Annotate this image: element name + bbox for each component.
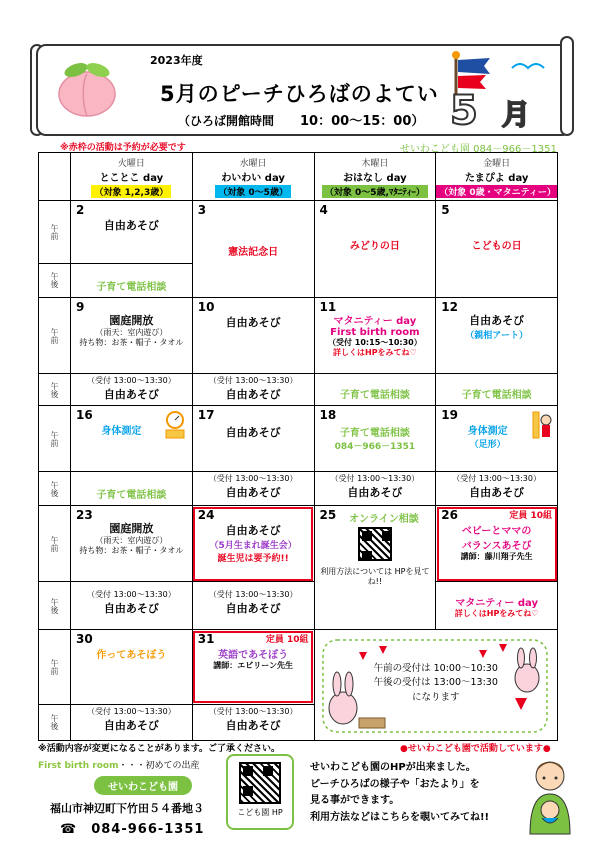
date-number: 4 [319, 203, 328, 217]
activity: 身体測定 [101, 426, 142, 437]
col-header-thu [314, 153, 436, 201]
activity-note: 持ち物：お茶・帽子・タオル [79, 338, 184, 347]
activity: 作ってあそぼう [96, 650, 167, 661]
activity: オンライン相談 [349, 514, 419, 525]
activity-subtitle: First birth room [330, 327, 420, 338]
online-consult-qr-code[interactable] [358, 527, 392, 561]
activity-note: （雨天：室内遊び） [95, 328, 168, 337]
hours-label: （ひろば開館時間 [178, 114, 275, 128]
reception-time: （受付 13:00～13:30） [208, 474, 298, 483]
am-label: 午前 [39, 298, 71, 374]
peach-icon [52, 58, 122, 120]
first-birth-room-note [38, 758, 199, 771]
activity-note: 持ち物：お茶・帽子・タオル [79, 546, 184, 555]
scroll-right-curl [560, 36, 574, 136]
day-cell-11-pm [314, 374, 436, 406]
day-cell-24-pm [192, 582, 314, 630]
date-number: 10 [197, 300, 215, 314]
info-line: ピーチひろばの様子や「おたより」を [310, 778, 480, 790]
reception-time: （受付 13:00～13:30） [452, 474, 541, 483]
weekday-label: 金曜日 [483, 158, 511, 169]
activity: 自由あそび [225, 316, 281, 329]
day-cell-25 [314, 506, 436, 630]
svg-text:月: 月 [502, 98, 531, 130]
height-chart-icon [531, 410, 553, 440]
day-cell-26-pm [436, 582, 558, 630]
reception-time: （受付 13:00～13:30） [87, 590, 176, 599]
day-cell-3 [192, 201, 314, 298]
holiday-label: こどもの日 [471, 241, 522, 252]
target-badge: （対象 0～5歳,ﾏﾀﾆﾃｨｰ） [322, 185, 428, 198]
activity: 自由あそび [103, 388, 159, 401]
activity-subtitle: バランスあそび [461, 541, 532, 552]
activity: マタニティー day [333, 316, 417, 327]
activity: 子育て電話相談 [339, 390, 410, 401]
col-header-fri [436, 153, 558, 201]
qr-caption: こども園 HP [237, 808, 283, 817]
activity: 自由あそび [225, 718, 281, 732]
col-header-tue [71, 153, 193, 201]
info-line: 利用方法などはこちらを覗いてみてね!! [310, 811, 490, 823]
activity: 身体測定 [467, 426, 508, 437]
homepage-qr-code[interactable] [239, 762, 281, 804]
scale-icon [162, 410, 188, 440]
day-cell-16-pm [71, 472, 193, 506]
day-cell-11-am [314, 298, 436, 374]
day-cell-19-pm [436, 472, 558, 506]
school-name-badge: せいわこども園 [94, 776, 192, 795]
activity: 子育て電話相談 [96, 490, 167, 501]
reception-time: （受付 13:00～13:30） [208, 706, 298, 716]
reception-end: になります [411, 691, 460, 703]
koinobori-may-icon [442, 50, 552, 130]
day-cell-30-am [71, 630, 193, 705]
hp-note: 詳しくはHPをみてね♡ [333, 348, 417, 357]
pm-label: 午後 [39, 374, 71, 406]
online-note: 利用方法については HPを見てね!! [320, 567, 430, 586]
day-cell-17-am [192, 406, 314, 472]
activity: 自由あそび [347, 486, 403, 499]
calendar-table [38, 152, 558, 741]
am-label: 午前 [39, 201, 71, 264]
day-cell-30-pm [71, 704, 193, 740]
opening-hours [178, 110, 424, 129]
instructor: 講師：エビリーン先生 [213, 661, 294, 670]
reception-time: （受付 13:00～13:30） [208, 376, 298, 385]
reception-time: （受付 13:00～13:30） [87, 706, 176, 716]
hours-value: 10：00～15：00） [300, 114, 425, 129]
first-birth-label: First birth room [38, 761, 119, 771]
activity: 自由あそび [225, 388, 281, 401]
reception-time: （受付 13:00～13:30） [330, 474, 420, 483]
day-cell-10-pm [192, 374, 314, 406]
day-cell-9-pm [71, 374, 193, 406]
day-cell-17-pm [192, 472, 314, 506]
activity-note: （雨天：室内遊び） [95, 536, 168, 545]
corner-cell [39, 153, 71, 201]
holiday-label: みどりの日 [349, 241, 400, 252]
page-title: 5月のピーチひろばのよてい [160, 82, 439, 106]
homepage-info [310, 760, 520, 826]
target-badge: （対象 0歳・マタニティー） [436, 185, 557, 198]
activity: 園庭開放 [109, 522, 154, 535]
holiday-label: 憲法記念日 [228, 247, 279, 258]
date-number: 23 [76, 508, 93, 522]
day-theme: たまぴよ day [464, 172, 529, 184]
activity: 自由あそび [103, 602, 159, 615]
reception-times-panel [314, 630, 558, 741]
pm-label: 午後 [39, 472, 71, 506]
phone-number: 084－966－1351 [334, 442, 416, 452]
activity: 自由あそび [225, 426, 281, 439]
day-theme: とことこ day [99, 172, 164, 184]
change-notice: ※活動内容が変更になることがあります。ご了承ください。 [38, 744, 281, 754]
school-phone: せいわこども園 084－966－1351 [400, 144, 557, 155]
date-number: 26 [441, 508, 458, 522]
date-number: 31 [197, 632, 215, 646]
day-cell-12-am [436, 298, 558, 374]
activity: 子育て電話相談 [96, 281, 167, 293]
date-number: 17 [197, 408, 215, 422]
weekday-label: 火曜日 [117, 158, 145, 169]
school-phone-footer: ☎ 084-966-1351 [60, 822, 205, 837]
weekday-label: 水曜日 [239, 158, 267, 169]
target-badge: （対象 0～5歳） [215, 185, 291, 198]
day-cell-2-pm [71, 263, 193, 297]
col-header-wed [192, 153, 314, 201]
capacity-badge: 定員 10組 [509, 511, 552, 521]
date-number: 5 [441, 203, 450, 217]
reservation-required: 誕生児は要予約!! [217, 554, 289, 564]
pm-label: 午後 [39, 704, 71, 740]
date-number: 2 [76, 203, 85, 217]
reception-time: （受付 13:00～13:30） [87, 376, 176, 385]
day-theme: わいわい day [221, 172, 285, 184]
pm-label: 午後 [39, 582, 71, 630]
date-number: 30 [76, 632, 93, 646]
activity: 園庭開放 [109, 314, 154, 327]
day-cell-23-am [71, 506, 193, 582]
day-cell-18-am [314, 406, 436, 472]
mother-and-baby-illustration [520, 756, 580, 836]
date-number: 9 [76, 300, 85, 314]
birthday-party: （5月生まれ誕生会） [209, 541, 297, 551]
capacity-badge: 定員 10組 [265, 635, 309, 645]
reception-pm: 午後の受付は 13:00～13:30 [373, 677, 498, 689]
date-number: 16 [76, 408, 93, 422]
pm-label: 午後 [39, 263, 71, 297]
day-cell-12-pm [436, 374, 558, 406]
reception-time: （受付 10:15～10:30） [328, 338, 422, 347]
day-cell-10-am [192, 298, 314, 374]
day-cell-9-am [71, 298, 193, 374]
activity-note: （親相アート） [465, 331, 528, 341]
date-number: 24 [197, 508, 215, 522]
target-badge: （対象 1,2,3歳） [91, 185, 171, 198]
day-cell-16-am [71, 406, 193, 472]
am-label: 午前 [39, 406, 71, 472]
day-cell-23-pm [71, 582, 193, 630]
day-cell-24-am[interactable] [192, 506, 314, 582]
day-cell-26-am[interactable] [436, 506, 558, 582]
am-label: 午前 [39, 630, 71, 705]
activity: 自由あそび [225, 524, 281, 537]
activity: 自由あそび [225, 602, 281, 615]
date-number: 12 [441, 300, 458, 314]
day-theme: おはなし day [343, 172, 407, 184]
info-line: せいわこども園のHPが出来ました。 [310, 762, 476, 773]
day-cell-19-am [436, 406, 558, 472]
instructor: 講師：藤川翔子先生 [460, 552, 533, 561]
activity: 英語であそぼう [218, 650, 289, 661]
date-number: 19 [441, 408, 458, 422]
first-birth-desc: ・・・初めての出産 [118, 761, 200, 771]
activity: 自由あそび [103, 219, 159, 232]
activity: 自由あそび [469, 314, 525, 327]
reception-time: （受付 13:00～13:30） [208, 590, 298, 599]
activity: 自由あそび [469, 486, 525, 499]
activity: マタニティー day [455, 598, 539, 609]
day-cell-5 [436, 201, 558, 298]
activity: 子育て電話相談 [461, 390, 532, 401]
day-cell-31-pm [192, 704, 314, 740]
svg-text:5: 5 [450, 88, 478, 130]
info-line: 見る事ができます。 [310, 795, 400, 806]
activity: ベビーとママの [461, 526, 532, 537]
activity-note: （足形） [469, 440, 506, 450]
activity-location-note: ●せいわこども園で活動しています● [400, 744, 551, 754]
reception-am: 午前の受付は 10:00～10:30 [373, 663, 498, 674]
date-number: 11 [319, 300, 337, 314]
day-cell-2-am [71, 201, 193, 264]
date-number: 3 [197, 203, 207, 217]
date-number: 18 [319, 408, 337, 422]
activity: 自由あそび [103, 718, 159, 732]
day-cell-4 [314, 201, 436, 298]
activity: 自由あそび [225, 486, 281, 499]
date-number: 25 [319, 508, 337, 522]
am-label: 午前 [39, 506, 71, 582]
day-cell-31-am[interactable] [192, 630, 314, 705]
day-cell-18-pm [314, 472, 436, 506]
hp-note: 詳しくはHPをみてね♡ [454, 609, 539, 618]
reservation-note: ※赤枠の活動は予約が必要です [60, 143, 186, 153]
activity: 子育て電話相談 [339, 428, 410, 439]
fiscal-year: 2023年度 [150, 54, 203, 67]
school-address: 福山市神辺町下竹田５４番地３ [50, 802, 204, 815]
weekday-label: 木曜日 [361, 158, 389, 169]
homepage-qr-card[interactable] [226, 754, 294, 830]
